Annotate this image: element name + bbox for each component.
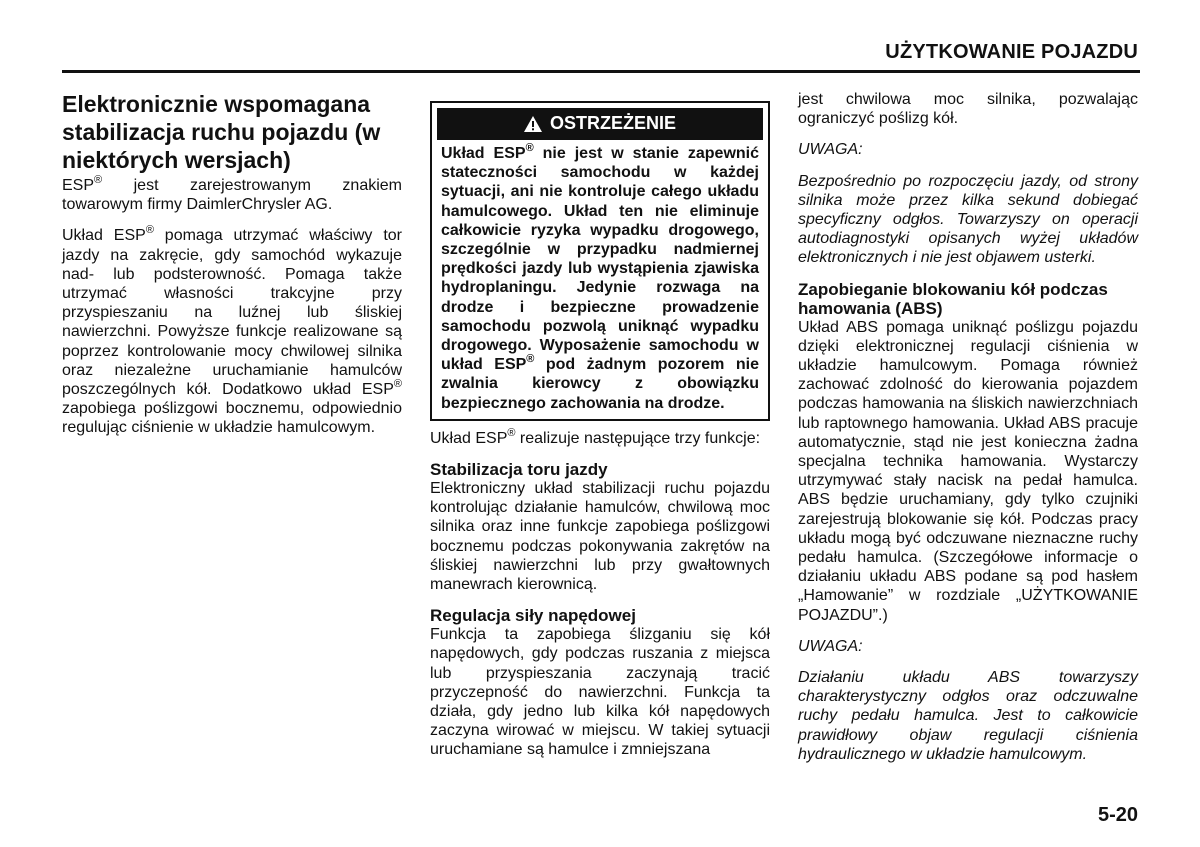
warning-triangle-icon [524, 116, 542, 132]
text-run: realizuje następujące trzy funkcje: [515, 429, 761, 447]
registered-mark: ® [525, 142, 534, 154]
section-text-stability: Elektroniczny układ stabilizacji ruchu pojazdu kontrolując działanie hamulców, chwilową moc silnika oraz inne funkcje zapobiega poślizgowi bocznemu podczas pokonywania zakrętów na śliskiej nawierzchni lub przy gwałtownych manewrach kierownicą. [430, 480, 770, 594]
esp-description-paragraph [62, 226, 402, 437]
note-label: UWAGA: [798, 141, 863, 159]
text-run: Układ ESP [441, 145, 526, 162]
functions-intro [430, 426, 770, 448]
registered-mark: ® [526, 353, 535, 366]
text-run: pod żadnym pozorem nie zwalnia kierowcy z obowiązku bezpiecznego zachowania na drodze. [441, 356, 760, 412]
right-column [798, 90, 1138, 776]
header-divider [62, 70, 1140, 73]
section-text-abs: Układ ABS pomaga uniknąć poślizgu pojazdu dzięki elektronicznej regulacji ciśnienia w układzie hamulcowym. Pomaga również zachować zdolność do kierowania pojazdem podczas hamowania na śliskich nawierzchniach lub raptownego hamowania. Układ ABS pracuje automatycznie, stąd nie jest konieczna żadna specjalna technika hamowania. Wystarczy utrzymywać stały nacisk na pedał hamulca. ABS będzie uruchamiany, gdy tylko czujniki zarejestrują blokowanie się kół. Podczas pracy układu mogą być odczuwane nieznaczne ruchy pedału hamulca. (Szczegółowe informacje o działaniu układu ABS podane są pod hasłem „Hamowanie” w rozdziale „UŻYTKOWANIE POJAZDU”.) [798, 318, 1138, 624]
warning-text [432, 140, 768, 419]
section-title-abs: Zapobieganie blokowaniu kół podczas hamowania (ABS) [798, 279, 1108, 318]
text-run: jest zarejestrowanym znakiem towarowym firmy DaimlerChrysler AG. [62, 177, 402, 214]
continued-paragraph: jest chwilowa moc silnika, pozwalając ograniczyć poślizg kół. [798, 91, 1138, 128]
text-run: pomaga utrzymać właściwy tor jazdy na zakręcie, gdy samochód wykazuje nad- lub podsterowność. Pomaga także utrzymać własności trakcyjne przy przyspieszaniu na luźnej lub śliskiej nawierzchni. Powyższe funkcje realizowane są poprzez kontrolowanie mocy chwilowej silnika oraz niezależne uruchamianie hamulców poszczególnych kół. Dodatkowo układ ESP [62, 227, 402, 399]
section-text-traction: Funkcja ta zapobiega ślizganiu się kół napędowych, gdy podczas ruszania z miejsca lub przyspieszania zaczynają tracić przyczepność do nawierzchni. Funkcja ta działa, gdy jedno lub kilka kół napędowych zaczyna wirować w miejscu. W takiej sytuacji uruchamiane są hamulce i zmniejszana [430, 626, 770, 759]
page-number: 5-20 [1097, 804, 1138, 826]
text-run: Układ ESP [62, 227, 146, 245]
text-run: nie jest w stanie zapewnić stateczności samochodu w każdej sytuacji, ani nie kontroluje całego układu hamulcowego. Układ ten nie eliminuje całkowicie ryzyka wypadku drogowego, szczególnie w przypadku nadmiernej prędkości jazdy lub wystąpienia zjawiska hydroplaningu. Jedynie rozwaga na drodze i bezpieczne prowadzenie samochodu pozwolą uniknąć wypadku drogowego. Wyposażenie samochodu w układ ESP [441, 145, 760, 374]
text-run: zapobiega poślizgowi bocznemu, odpowiednio regulując ciśnienie w układzie hamulcowym. [62, 400, 402, 437]
section-title-traction: Regulacja siły napędowej [430, 606, 636, 626]
section-title-stability: Stabilizacja toru jazdy [430, 460, 608, 480]
text-run: ESP [62, 177, 95, 194]
main-heading: Elektronicznie wspomagana stabilizacja ruchu pojazdu (w niektórych wersjach) [62, 91, 381, 173]
middle-column [430, 101, 770, 772]
warning-title-bar [437, 108, 763, 140]
registered-mark: ® [145, 224, 154, 237]
registered-mark: ® [393, 378, 402, 391]
warning-title: OSTRZEŻENIE [549, 113, 676, 134]
warning-box [430, 101, 770, 421]
esp-trademark-paragraph [62, 176, 402, 214]
section-header-title: UŻYTKOWANIE POJAZDU [885, 41, 1138, 63]
text-run: Układ ESP [430, 429, 508, 447]
note-label: UWAGA: [798, 637, 863, 655]
left-column [62, 90, 402, 450]
registered-mark: ® [507, 426, 516, 439]
registered-mark: ® [94, 174, 103, 186]
note-text: Działaniu układu ABS towarzyszy charakterystyczny odgłos oraz odczuwalne ruchy pedału hamulca. Jest to całkowicie prawidłowy objaw regulacji ciśnienia hydraulicznego w układzie hamulcowym. [798, 669, 1138, 763]
note-text: Bezpośrednio po rozpoczęciu jazdy, od strony silnika może przez kilka sekund dobiegać specyficzny odgłos. Towarzyszy on operacji autodiagnostyki opisanych wyżej układów elektronicznych i nie jest objawem usterki. [798, 172, 1138, 267]
